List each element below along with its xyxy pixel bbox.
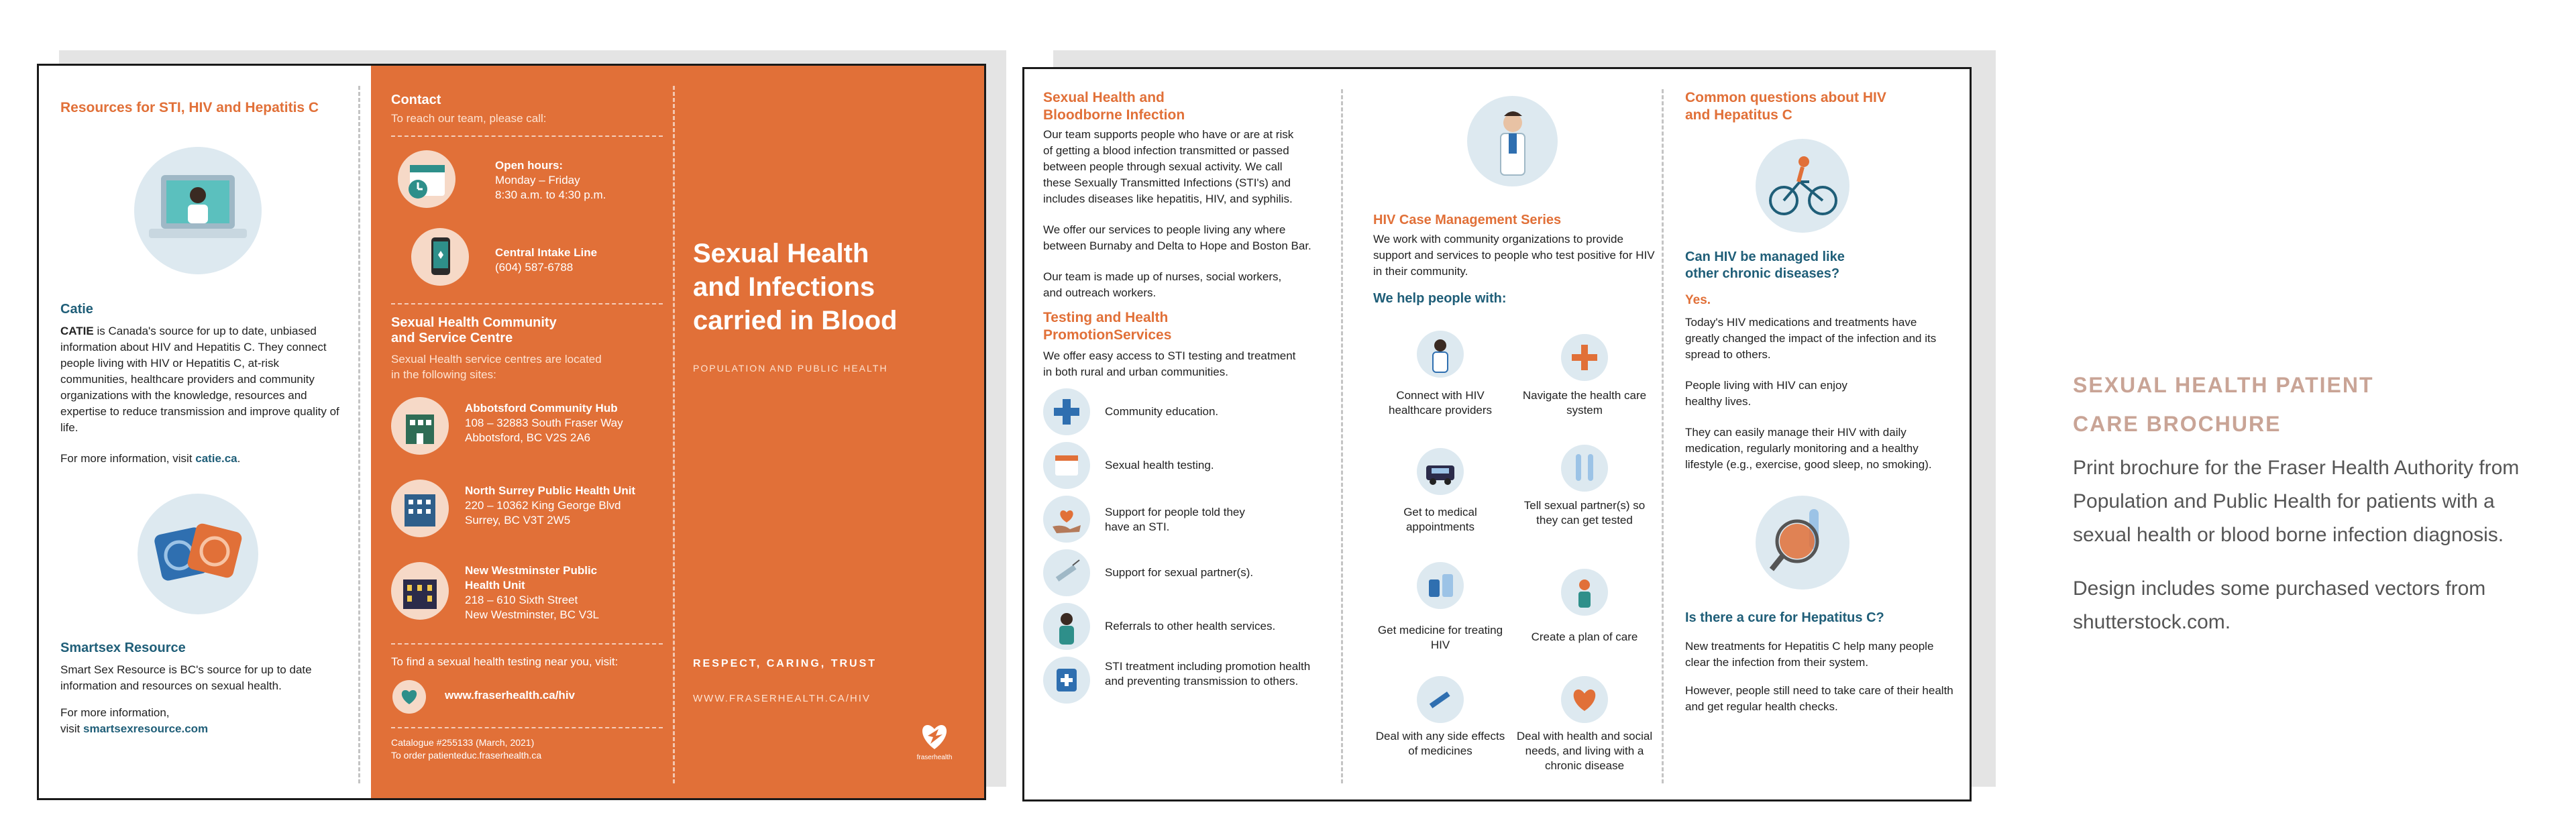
building-icon <box>391 397 449 455</box>
heart-check-icon <box>392 680 426 714</box>
magnifier-liver-icon <box>1756 496 1849 590</box>
smartsex-visit-prefix: visit <box>60 722 83 735</box>
help-item: Tell sexual partner(s) so they can get tested <box>1523 499 1646 527</box>
site-address-line1: 218 – 610 Sixth Street <box>465 594 578 606</box>
catie-more <box>60 451 344 467</box>
cover-subtitle: POPULATION AND PUBLIC HEALTH <box>693 363 888 374</box>
syringe-icon <box>1043 549 1090 596</box>
plan-person-icon <box>1561 569 1608 616</box>
site-name: North Surrey Public Health Unit <box>465 484 636 497</box>
a1-paragraph-2: People living with HIV can enjoy healthy lives. <box>1685 379 1847 408</box>
site-name: New Westminster Public <box>465 564 598 577</box>
hiv-text: We work with community organizations to provide support and services to people who test positive for HIV in their community. <box>1373 233 1655 278</box>
service-item: Support for people told they have an STI. <box>1105 506 1245 533</box>
find-divider <box>391 643 663 645</box>
heart-hand-icon <box>1043 496 1090 543</box>
service-item: Referrals to other health services. <box>1105 620 1276 632</box>
q1-line2: other chronic diseases? <box>1685 266 1840 281</box>
catalogue-divider <box>391 727 663 728</box>
q2: Is there a cure for Hepatitus C? <box>1685 610 1884 625</box>
fold-line-4 <box>1662 89 1664 783</box>
test-tubes-icon <box>1561 445 1608 492</box>
resources-title: Resources for STI, HIV and Hepatitis C <box>60 100 319 115</box>
a2-paragraph-2: However, people still need to take care of their health and get regular health checks. <box>1685 684 1953 713</box>
service-item: Support for sexual partner(s). <box>1105 566 1254 579</box>
intake-row <box>391 228 663 295</box>
cover-column <box>693 237 968 374</box>
help-item: Navigate the health care system <box>1522 389 1647 417</box>
pharmacy-icon <box>1043 657 1090 704</box>
catie-name: CATIE <box>60 325 94 337</box>
catie-link[interactable]: catie.ca <box>195 452 237 465</box>
logo-text: fraserhealth <box>916 754 953 761</box>
fold-line-1 <box>358 86 360 783</box>
syringe-icon <box>1417 676 1464 723</box>
phone-icon <box>411 228 469 286</box>
catie-more-prefix: For more information, visit <box>60 452 196 465</box>
cover-title-line1: Sexual Health <box>693 239 869 268</box>
ambulance-icon <box>1417 448 1464 495</box>
a1-paragraph-1: Today's HIV medications and treatments have greatly changed the impact of the infection and its spread to others. <box>1685 316 1937 361</box>
contact-divider <box>391 135 663 137</box>
plus-icon <box>1561 334 1608 381</box>
nurse-icon <box>1043 603 1090 650</box>
site-address-line2: Abbotsford, BC V2S 2A6 <box>465 431 591 444</box>
find-link-row <box>391 677 663 718</box>
smartsex-description: Smart Sex Resource is BC's source for up to date information and resources on sexual health. <box>60 663 312 692</box>
site-address-line2: Surrey, BC V3T 2W5 <box>465 514 571 527</box>
site-address-line1: 108 – 32883 South Fraser Way <box>465 417 623 429</box>
centre-sub-line2: in the following sites: <box>391 368 496 381</box>
plus-icon <box>1043 388 1090 435</box>
service-item: Sexual health testing. <box>1105 459 1214 472</box>
medicine-icon <box>1417 562 1464 609</box>
orange-panel <box>371 66 984 798</box>
services-column <box>1043 69 1338 799</box>
smartsex-visit <box>60 721 344 737</box>
col1-title-line2: Bloodborne Infection <box>1043 107 1185 123</box>
project-description <box>2073 366 2542 639</box>
site-address-line2: New Westminster, BC V3L <box>465 608 599 621</box>
catie-description <box>60 323 344 436</box>
site-address-line1: 220 – 10362 King George Blvd <box>465 499 621 512</box>
description-title-line1: SEXUAL HEALTH PATIENT <box>2073 373 2374 397</box>
find-text: To find a sexual health testing near you, visit: <box>391 655 619 668</box>
calendar-icon <box>1043 442 1090 489</box>
cover-tagline: RESPECT, CARING, TRUST <box>693 658 877 669</box>
smartsex-title: Smartsex Resource <box>60 641 186 655</box>
a1-paragraph-3: They can easily manage their HIV with daily medication, regularly monitoring and a healthy lifestyle (e.g., exercise, good sleep, no smoking). <box>1685 426 1932 471</box>
description-title-line2: CARE BROCHURE <box>2073 412 2282 436</box>
service-item: Community education. <box>1105 405 1219 418</box>
col1-paragraph-2: We offer our services to people living any where between Burnaby and Delta to Hope and Boston Bar. <box>1043 223 1311 252</box>
cover-title-line2: and Infections <box>693 272 875 302</box>
help-item: Deal with any side effects of medicines <box>1375 730 1505 757</box>
help-item: Get medicine for treating HIV <box>1377 624 1503 651</box>
testing-title-line1: Testing and Health <box>1043 310 1169 325</box>
centre-title-line1: Sexual Health Community <box>391 315 557 330</box>
help-item: Create a plan of care <box>1531 630 1638 643</box>
calendar-clock-icon <box>398 150 455 208</box>
catalogue-line2: To order patienteduc.fraserhealth.ca <box>391 750 542 761</box>
centre-divider <box>391 303 663 304</box>
catie-more-suffix: . <box>237 452 241 465</box>
fraserhealth-logo <box>908 720 961 761</box>
catie-body: is Canada's source for up to date, unbiased information about HIV and Hepatitis C. They connect people living with HIV or Hepatitis C, at-risk communities, healthcare providers and community organizations with the knowledge, resources and expertise to reduce transmission and improve quality of life. <box>60 325 339 434</box>
help-title: We help people with: <box>1373 291 1507 306</box>
description-paragraph-1: Print brochure for the Fraser Health Authority from Population and Public Health for patients with a sexual health or blood borne infection diagnosis. <box>2073 457 2520 546</box>
hours-row <box>391 149 663 221</box>
site-name-line2: Health Unit <box>465 579 525 592</box>
col3-title-line2: and Hepatitus C <box>1685 107 1792 123</box>
col1-paragraph-1: Our team supports people who have or are at risk of getting a blood infection transmitted or passed between people through sexual activity. We call these Sexually Transmitted Infections (STI's) and includes diseases like hepatitis, HIV, and syphilis. <box>1043 128 1294 205</box>
site-abbotsford <box>391 394 663 472</box>
q1-yes: Yes. <box>1685 293 1711 307</box>
find-link[interactable]: www.fraserhealth.ca/hiv <box>445 689 575 702</box>
hours-title: Open hours: <box>495 159 564 172</box>
hours-time: 8:30 a.m. to 4:30 p.m. <box>495 188 606 201</box>
testing-text: We offer easy access to STI testing and treatment in both rural and urban communities. <box>1043 349 1296 378</box>
site-new-westminster <box>391 559 663 636</box>
catie-title: Catie <box>60 302 93 317</box>
service-item: STI treatment including promotion health and preventing transmission to others. <box>1105 660 1311 687</box>
centre-sub-line1: Sexual Health service centres are located <box>391 353 602 366</box>
description-paragraph-2: Design includes some purchased vectors from shutterstock.com. <box>2073 577 2486 633</box>
smartsex-link[interactable]: smartsexresource.com <box>83 722 209 735</box>
case-management-column <box>1363 69 1658 799</box>
condoms-icon <box>138 494 258 614</box>
service-list <box>1043 388 1338 697</box>
brochure-outside <box>37 64 986 800</box>
cover-url[interactable]: WWW.FRASERHEALTH.CA/HIV <box>693 693 871 704</box>
heart-icon <box>1561 676 1608 723</box>
smartsex-more: For more information, <box>60 706 170 719</box>
site-name: Abbotsford Community Hub <box>465 402 618 414</box>
intake-phone[interactable]: (604) 587-6788 <box>495 261 574 274</box>
hiv-title: HIV Case Management Series <box>1373 213 1562 227</box>
building-icon <box>391 480 449 537</box>
cyclist-icon <box>1756 139 1849 233</box>
resources-column <box>39 66 364 798</box>
fold-line-2 <box>673 86 675 783</box>
centre-title-line2: and Service Centre <box>391 331 513 345</box>
contact-column <box>391 93 663 762</box>
help-item: Get to medical appointments <box>1403 506 1477 533</box>
hours-days: Monday – Friday <box>495 174 580 186</box>
catalogue-line1: Catalogue #255133 (March, 2021) <box>391 737 535 748</box>
col1-title-line1: Sexual Health and <box>1043 90 1165 105</box>
col1-paragraph-3: Our team is made up of nurses, social workers, and outreach workers. <box>1043 270 1282 299</box>
fraserhealth-logo-icon <box>916 720 953 751</box>
nurse-icon <box>1417 331 1464 378</box>
building-icon <box>391 562 449 620</box>
laptop-doctor-icon <box>134 147 262 274</box>
help-item: Connect with HIV healthcare providers <box>1388 389 1493 417</box>
fold-line-3 <box>1341 89 1343 783</box>
contact-subtitle: To reach our team, please call: <box>391 112 547 125</box>
q1-line1: Can HIV be managed like <box>1685 250 1845 264</box>
testing-title-line2: PromotionServices <box>1043 327 1172 343</box>
site-north-surrey <box>391 477 663 554</box>
questions-column <box>1685 69 1967 799</box>
help-item: Deal with health and social needs, and living with a chronic disease <box>1516 730 1653 772</box>
intake-title: Central Intake Line <box>495 246 598 259</box>
doctor-icon <box>1467 96 1558 186</box>
a2-paragraph-1: New treatments for Hepatitis C help many people clear the infection from their system. <box>1685 640 1934 669</box>
cover-title-line3: carried in Blood <box>693 306 898 335</box>
contact-title: Contact <box>391 93 441 107</box>
brochure-inside <box>1022 67 1972 801</box>
col3-title-line1: Common questions about HIV <box>1685 90 1886 105</box>
